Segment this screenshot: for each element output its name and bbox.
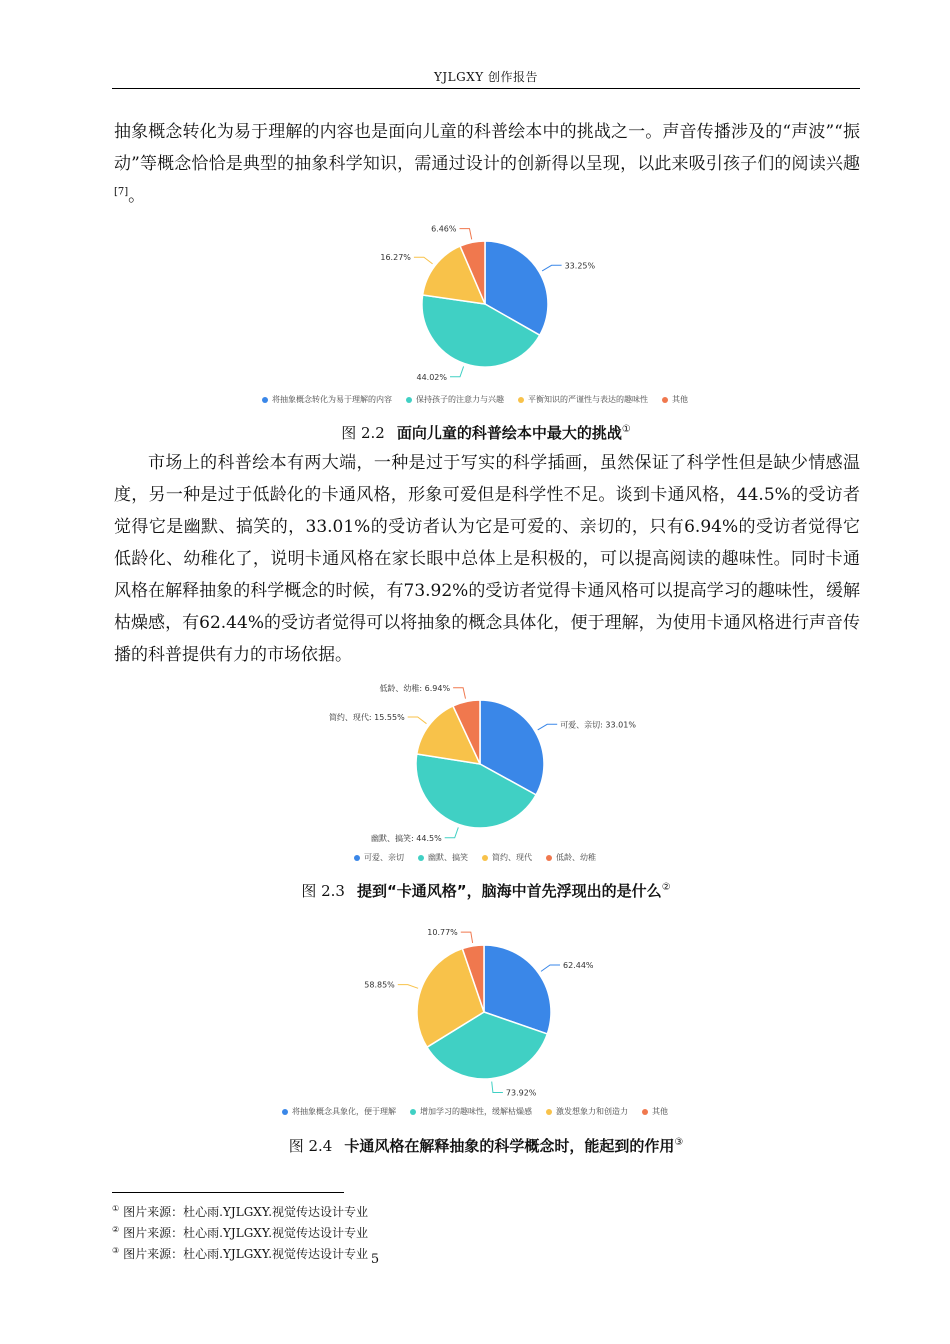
legend-item[interactable]: [546, 852, 596, 863]
legend-item[interactable]: [262, 394, 392, 405]
pie-data-label: 73.92%: [505, 1088, 537, 1098]
caption-mark: ①: [621, 424, 631, 435]
legend-item[interactable]: [410, 1106, 532, 1117]
caption-text: 卡通风格在解释抽象的科学概念时，能起到的作用: [344, 1137, 675, 1155]
legend-label: 其他: [652, 1107, 668, 1116]
legend-item[interactable]: [418, 852, 468, 863]
pie-leader-line: [542, 265, 562, 271]
legend-dot-icon: [546, 1109, 552, 1115]
citation-ref: [7]: [114, 186, 129, 198]
caption-mark: ②: [661, 882, 671, 893]
footnote-text: 图片来源：杜心雨.YJLGXY.视觉传达设计专业: [123, 1226, 369, 1240]
pie-chart-2-legend: [250, 852, 700, 863]
figure-caption-2-2: [112, 422, 860, 443]
caption-text: 面向儿童的科普绘本中最大的挑战: [396, 424, 622, 442]
pie-chart-3-legend: [250, 1106, 700, 1117]
pie-data-label: 简约、现代: 15.55%: [328, 713, 405, 722]
pie-data-label: 低龄、幼稚: 6.94%: [379, 683, 451, 693]
pie-chart-1-legend: [250, 394, 700, 405]
footnote-mark: ①: [112, 1204, 120, 1213]
legend-item[interactable]: [642, 1106, 668, 1117]
legend-dot-icon: [662, 397, 668, 403]
pie-leader-line: [414, 257, 433, 264]
legend-label: 可爱、亲切: [364, 853, 404, 862]
legend-item[interactable]: [354, 852, 404, 863]
pie-leader-line: [398, 985, 418, 989]
caption-number: 图 2.3: [301, 882, 345, 900]
pie-chart-2-svg: [250, 674, 700, 852]
pie-chart-3-svg: [250, 916, 700, 1106]
footnote-mark: ③: [112, 1246, 120, 1255]
pie-data-label: 33.25%: [564, 261, 596, 271]
pie-leader-line: [453, 688, 465, 699]
legend-item[interactable]: [482, 852, 532, 863]
legend-dot-icon: [410, 1109, 416, 1115]
caption-mark: ③: [674, 1137, 684, 1148]
pie-data-label: 幽默、搞笑: 44.5%: [371, 833, 442, 843]
legend-label: 其他: [672, 395, 688, 404]
footnote-text: 图片来源：杜心雨.YJLGXY.视觉传达设计专业: [123, 1247, 369, 1261]
figure-caption-2-4: [112, 1135, 860, 1156]
footnote-2: [112, 1221, 368, 1242]
legend-label: 激发想象力和创造力: [556, 1107, 628, 1116]
legend-item[interactable]: [662, 394, 688, 405]
header-rule: [112, 88, 860, 89]
pie-data-label: 10.77%: [427, 928, 458, 938]
footnote-mark: ②: [112, 1225, 120, 1234]
legend-label: 幽默、搞笑: [428, 853, 468, 862]
paragraph-market: 市场上的科普绘本有两大端，一种是过于写实的科学插画，虽然保证了科学性但是缺少情感温度，另一种是过于低龄化的卡通风格，形象可爱但是科学性不足。谈到卡通风格，44.5%的受访者觉得它是幽默、搞笑的，33.01%的受访者认为它是可爱的、亲切的，只有6.94%的受访者觉得它低龄化、幼稚化了，说明卡通风格在家长眼中总体上是积极的，可以提高阅读的趣味性。同时卡通风格在解释抽象的科学概念的时候，有73.92%的受访者觉得卡通风格可以提高学习的趣味性，缓解枯燥感，有62.44%的受访者觉得可以将抽象的概念具体化，便于理解，为使用卡通风格进行声音传播的科普提供有力的市场依据。: [114, 453, 860, 665]
pie-leader-line: [450, 366, 464, 376]
figure-caption-2-3: [112, 880, 860, 901]
footnote-1: [112, 1200, 368, 1221]
legend-label: 简约、现代: [492, 853, 532, 862]
pie-data-label: 6.46%: [431, 224, 457, 234]
legend-label: 低龄、幼稚: [556, 853, 596, 862]
legend-item[interactable]: [282, 1106, 396, 1117]
pie-chart-1: [250, 216, 700, 405]
legend-label: 增加学习的趣味性，缓解枯燥感: [420, 1107, 532, 1116]
caption-number: 图 2.2: [341, 424, 385, 442]
pie-leader-line: [541, 965, 560, 971]
legend-dot-icon: [642, 1109, 648, 1115]
legend-item[interactable]: [406, 394, 504, 405]
paragraph-intro-end: 。: [128, 186, 146, 206]
legend-dot-icon: [406, 397, 412, 403]
pie-data-label: 44.02%: [416, 372, 447, 382]
legend-label: 保持孩子的注意力与兴趣: [416, 395, 504, 404]
pie-leader-line: [538, 724, 558, 730]
page-header: YJLGXY 创作报告: [433, 70, 539, 84]
pie-leader-line: [492, 1082, 503, 1093]
pie-leader-line: [445, 827, 459, 837]
pie-chart-2: [250, 674, 700, 863]
legend-dot-icon: [546, 855, 552, 861]
legend-label: 平衡知识的严谨性与表达的趣味性: [528, 395, 648, 404]
legend-label: 将抽象概念转化为易于理解的内容: [272, 395, 392, 404]
legend-dot-icon: [262, 397, 268, 403]
pie-chart-3: [250, 916, 700, 1117]
pie-data-label: 58.85%: [364, 980, 395, 990]
paragraph-intro: [114, 116, 860, 212]
pie-data-label: 62.44%: [563, 961, 594, 970]
legend-dot-icon: [518, 397, 524, 403]
pie-data-label: 可爱、亲切: 33.01%: [560, 720, 636, 730]
caption-number: 图 2.4: [288, 1137, 333, 1155]
footnote-rule: [112, 1192, 344, 1193]
legend-dot-icon: [418, 855, 424, 861]
legend-dot-icon: [282, 1109, 288, 1115]
pie-leader-line: [408, 717, 427, 724]
footnote-text: 图片来源：杜心雨.YJLGXY.视觉传达设计专业: [123, 1205, 369, 1219]
paragraph-intro-text: 抽象概念转化为易于理解的内容也是面向儿童的科普绘本中的挑战之一。声音传播涉及的“声波”“振动”等概念恰恰是典型的抽象科学知识，需通过设计的创新得以呈现，以此来吸引孩子们的阅读兴趣: [114, 122, 860, 174]
pie-chart-1-svg: [250, 216, 700, 394]
pie-data-label: 16.27%: [380, 253, 411, 263]
legend-dot-icon: [354, 855, 360, 861]
page-number: 5: [370, 1252, 380, 1267]
legend-item[interactable]: [546, 1106, 628, 1117]
legend-label: 将抽象概念具象化，便于理解: [292, 1107, 396, 1116]
legend-item[interactable]: [518, 394, 648, 405]
pie-leader-line: [461, 932, 473, 943]
legend-dot-icon: [482, 855, 488, 861]
pie-leader-line: [460, 229, 472, 240]
caption-text: 提到“卡通风格”，脑海中首先浮现出的是什么: [356, 882, 662, 900]
